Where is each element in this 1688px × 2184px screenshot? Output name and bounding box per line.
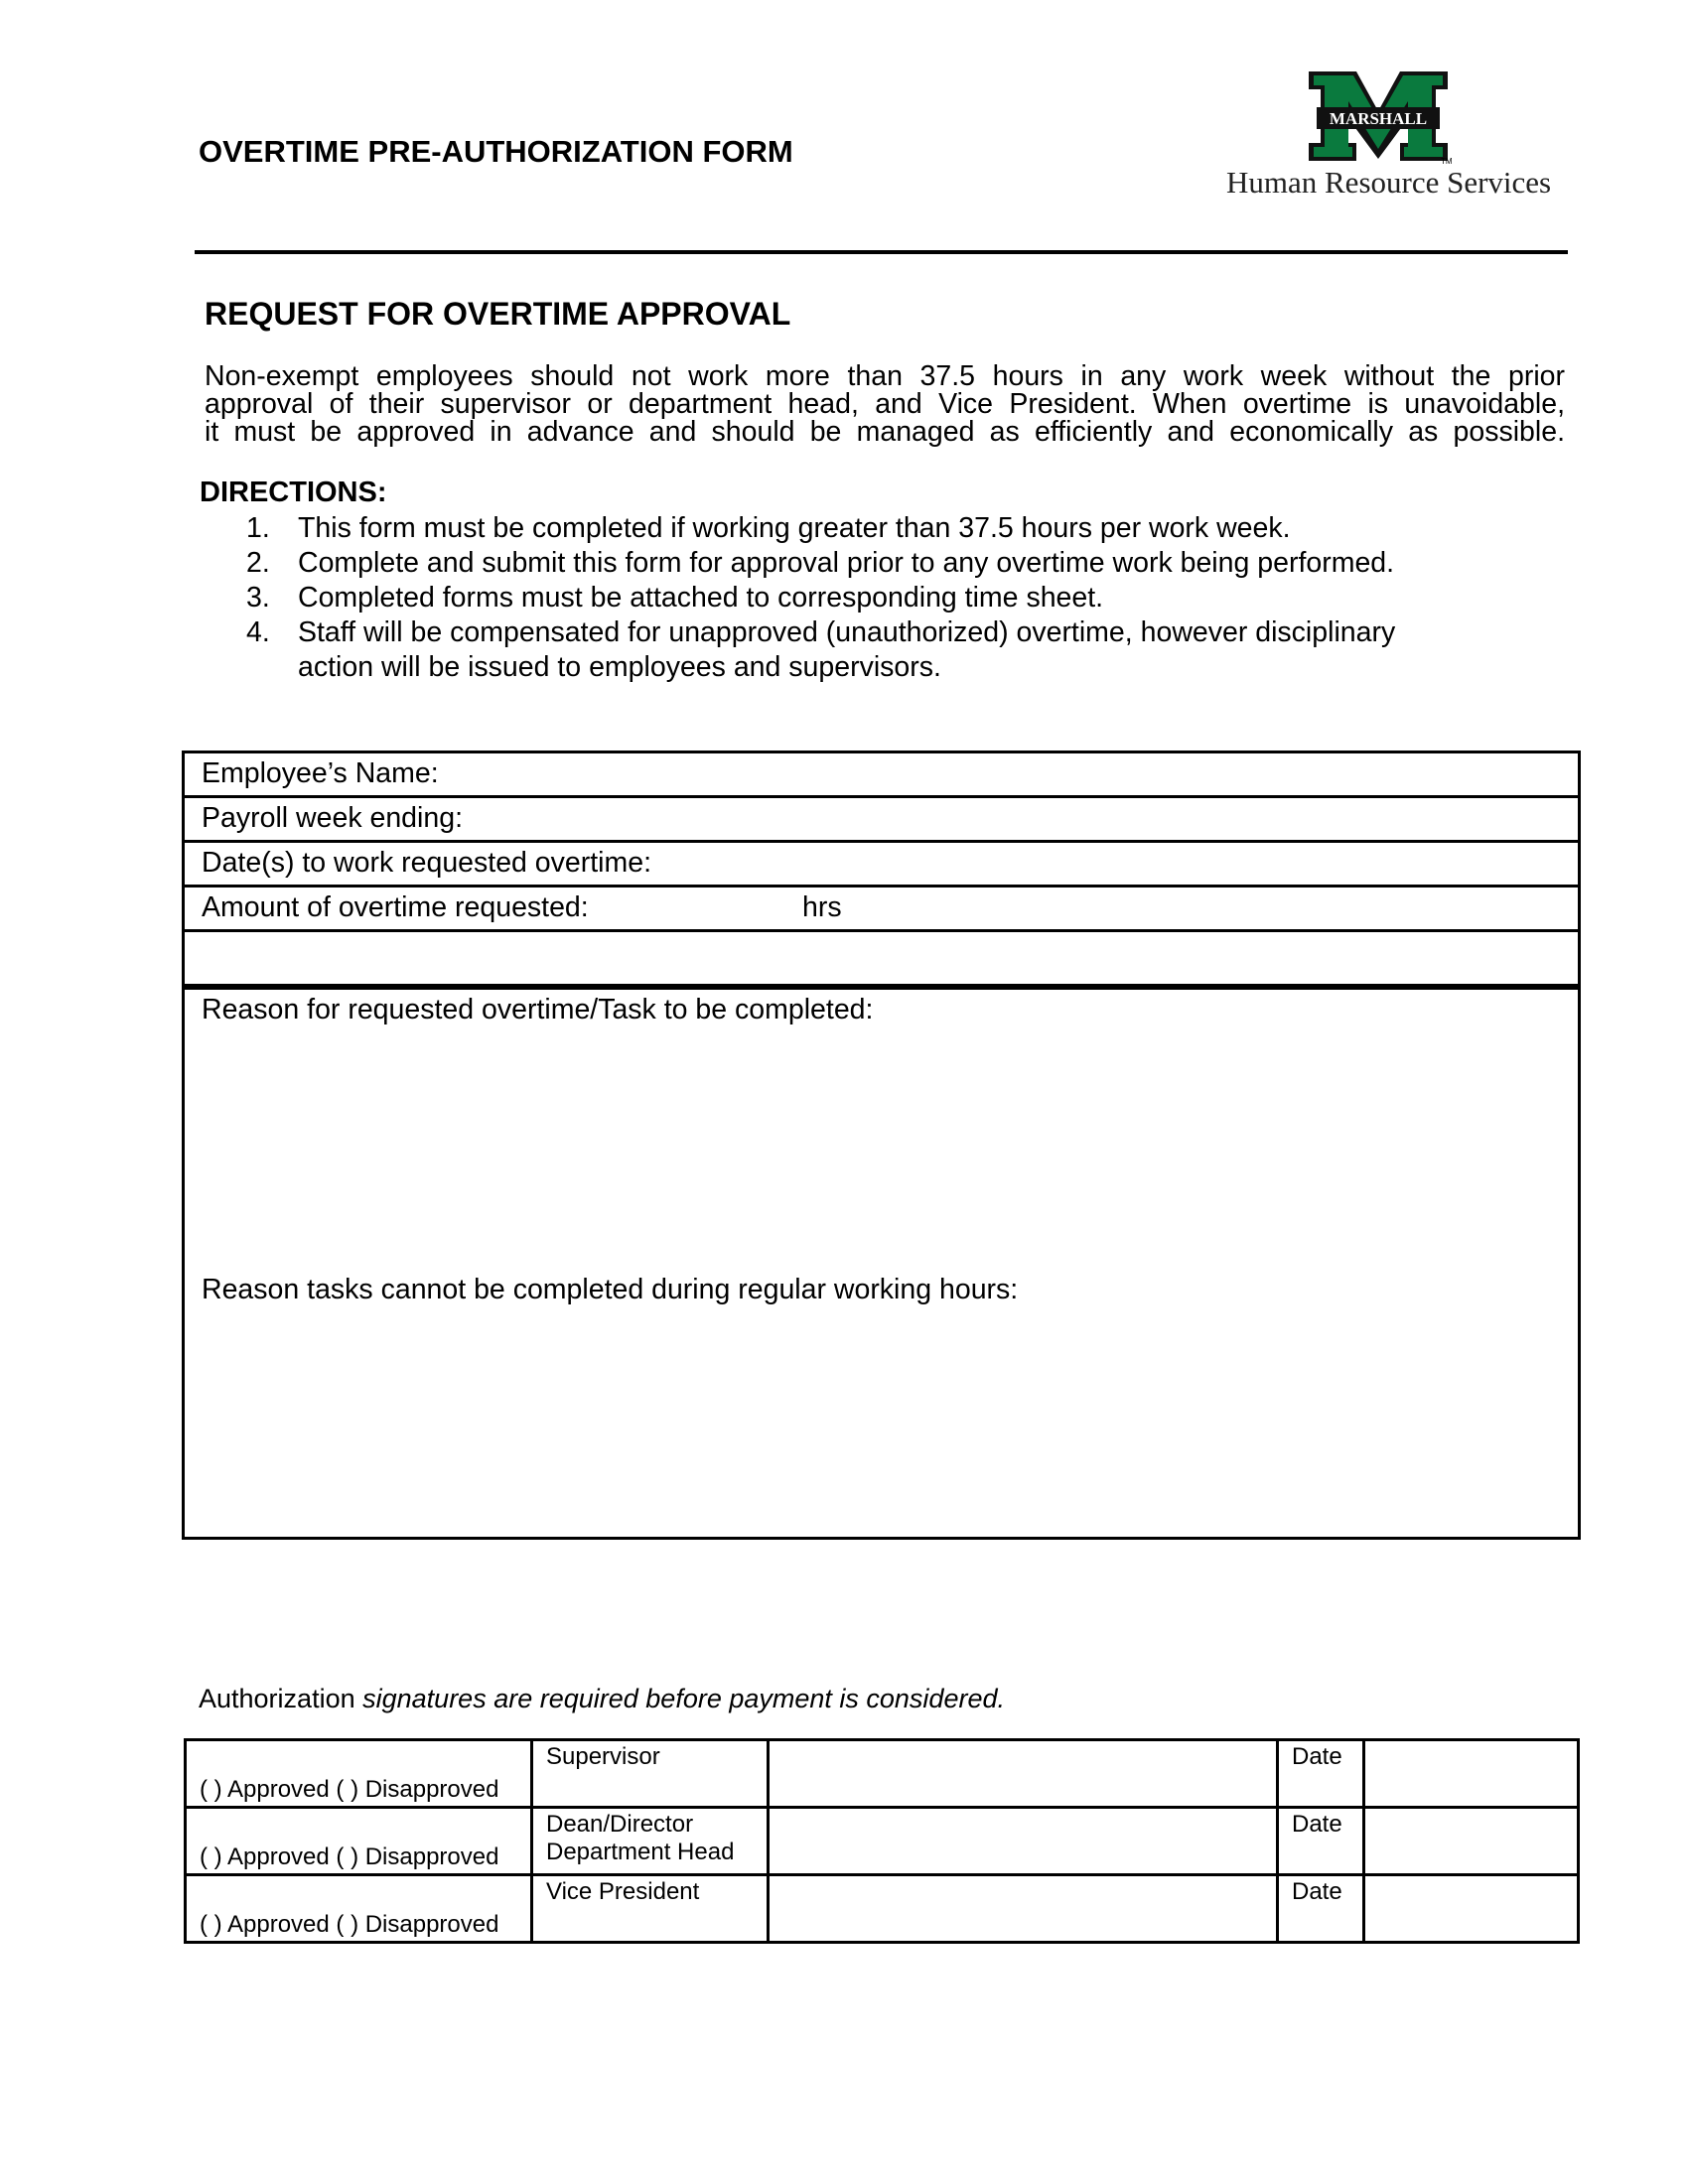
signer-role: Dean/Director Department Head [532,1808,769,1875]
direction-item: 1. This form must be completed if working greater than 37.5 hours per work week. [246,512,1291,544]
direction-item-continuation: action will be issued to employees and supervisors. [298,651,941,683]
form-title: OVERTIME PRE-AUTHORIZATION FORM [199,134,793,169]
payroll-week-field[interactable]: Payroll week ending: [185,798,1578,843]
date-label: Date [1278,1740,1364,1808]
date-label: Date [1278,1808,1364,1875]
directions-heading: DIRECTIONS: [200,477,387,508]
reason-task-label: Reason for requested overtime/Task to be completed: [202,994,874,1025]
signature-field[interactable] [769,1875,1278,1943]
direction-item: 4. Staff will be compensated for unapproved (unauthorized) overtime, however disciplinary [246,616,1396,648]
blank-field[interactable] [185,932,1578,990]
logo-subtitle: Human Resource Services [1226,165,1552,200]
approval-choice[interactable]: ( ) Approved ( ) Disapproved [186,1808,532,1875]
overtime-dates-field[interactable]: Date(s) to work requested overtime: [185,843,1578,887]
signature-field[interactable] [769,1740,1278,1808]
signature-table [184,1738,1580,1944]
directions-list [238,511,1529,685]
employee-info-table [182,751,1581,1540]
employee-name-field[interactable]: Employee’s Name: [185,753,1578,798]
svg-text:MARSHALL: MARSHALL [1329,109,1428,128]
header-divider [195,250,1568,254]
section-heading: REQUEST FOR OVERTIME APPROVAL [205,296,791,332]
direction-item: 3. Completed forms must be attached to corresponding time sheet. [246,582,1104,614]
marshall-m-logo-icon [1309,71,1448,166]
marshall-logo [1216,62,1574,210]
direction-item: 2. Complete and submit this form for approval prior to any overtime work being performed. [246,547,1395,579]
date-field[interactable] [1364,1875,1579,1943]
intro-line: it must be approved in advance and should be managed as efficiently and economically as possible. [205,416,1565,448]
signature-field[interactable] [769,1808,1278,1875]
signer-role: Supervisor [532,1740,769,1808]
approval-choice[interactable]: ( ) Approved ( ) Disapproved [186,1875,532,1943]
reason-hours-label: Reason tasks cannot be completed during regular working hours: [202,1274,1019,1305]
signer-role: Vice President [532,1875,769,1943]
intro-paragraph [205,362,1565,446]
intro-line: approval of their supervisor or department head, and Vice President. When overtime is unavoidable, [205,388,1565,420]
date-field[interactable] [1364,1740,1579,1808]
intro-line: Non-exempt employees should not work more than 37.5 hours in any work week without the prior [205,360,1565,392]
approval-choice[interactable]: ( ) Approved ( ) Disapproved [186,1740,532,1808]
authorization-note: Authorization signatures are required before payment is considered. [199,1684,1005,1713]
overtime-amount-field[interactable]: Amount of overtime requested: hrs [185,887,1578,932]
hrs-unit: hrs [802,891,842,923]
signature-row-dean [186,1808,1579,1875]
date-label: Date [1278,1875,1364,1943]
trademark-mark: TM [1441,157,1453,166]
reason-box[interactable] [185,990,1578,1537]
signature-row-vp [186,1875,1579,1943]
date-field[interactable] [1364,1808,1579,1875]
signature-row-supervisor [186,1740,1579,1808]
